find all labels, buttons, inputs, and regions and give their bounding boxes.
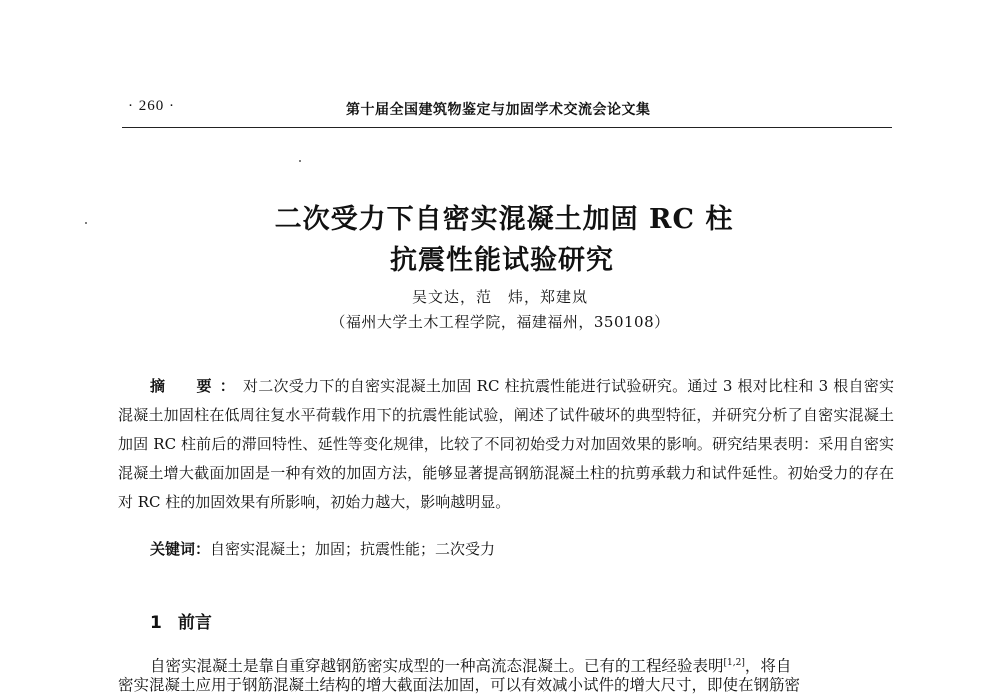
- paragraph-text-continued: ，将自: [744, 657, 792, 675]
- keywords-label: 关键词：: [150, 540, 211, 558]
- affiliation: （福州大学土木工程学院，福建福州，350108）: [330, 313, 670, 331]
- paragraph-text: 自密实混凝土是靠自重穿越钢筋密实成型的一种高流态混凝土。已有的工程经验表明: [150, 657, 724, 675]
- scan-speck: [299, 160, 301, 162]
- citation: [1,2]: [723, 657, 745, 668]
- keywords-text: 自密实混凝土；加固；抗震性能；二次受力: [210, 540, 496, 558]
- keywords: [150, 538, 495, 559]
- cut-off-text-line: [118, 676, 894, 694]
- running-header: 第十届全国建筑物鉴定与加固学术交流会论文集: [346, 102, 651, 118]
- abstract-label: 摘 要：: [150, 377, 243, 395]
- section-title: 前言: [177, 613, 212, 633]
- abstract-text: 对二次受力下的自密实混凝土加固 RC 柱抗震性能进行试验研究。通过 3 根对比柱和 3 根自密实混凝土加固柱在低周往复水平荷载作用下的抗震性能试验，阐述了试件破坏的典型特征，并研究分析了自密实混凝土加固 RC 柱前后的滞回特性、延性等变化规律，比较了不同初始受力对加固效果的影响。研究结果表明：采用自密实混凝土增大截面加固是一种有效的加固方法，能够显著提高钢筋混凝土柱的抗剪承载力和试件延性。初始受力的存在对 RC 柱的加固效果有所影响，初始力越大，影响越明显。: [118, 377, 894, 511]
- cut-off-text: 密实混凝土应用于钢筋混凝土结构的增大截面法加固，可以有效减小试件的增大尺寸，即使在钢筋密: [118, 676, 801, 694]
- section-heading-introduction: [150, 608, 212, 633]
- paper-title-line-2: 抗震性能试验研究: [390, 245, 614, 276]
- header-rule: [122, 127, 892, 128]
- authors: 吴文达，范 炜，郑建岚: [411, 288, 588, 306]
- section-number: 1: [150, 613, 162, 633]
- page-number: · 260 ·: [128, 98, 175, 114]
- paper-title-line-1: 二次受力下自密实混凝土加固 RC 柱: [274, 204, 734, 235]
- abstract: [118, 372, 894, 517]
